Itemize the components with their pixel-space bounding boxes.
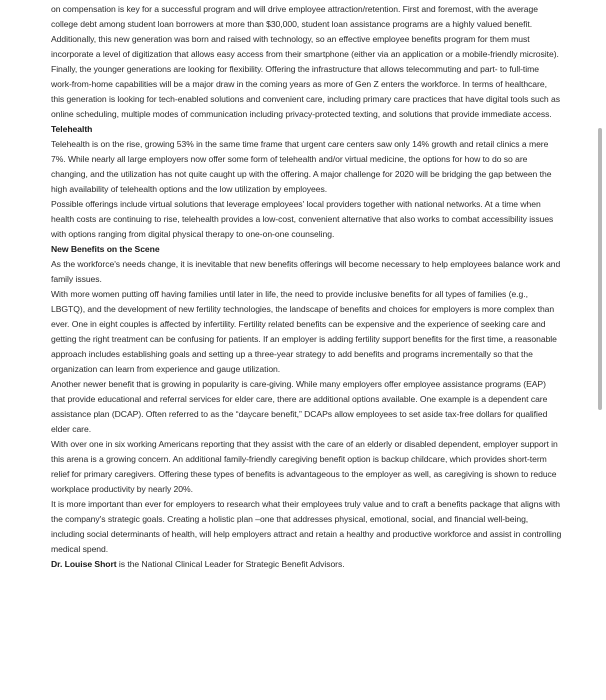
paragraph-compensation: on compensation is key for a successful program and will drive employee attraction/retention. First and foremost, with the average college debt among student loan borrowers at more than $30,000, student loan assistance programs are a highly valued benefit. (51, 4, 538, 29)
paragraph-digitization: Additionally, this new generation was born and raised with technology, so an effective employee benefits program for them must incorporate a level of digitization that allows easy access from their smartphone (either via an application or a mobile-friendly microsite). Finally, the younger generations are looking for flexibility. Offering the infrastructure that allows telecommuting and part- to full-time work-from-home capabilities will be a major draw in the coming years as more of Gen Z enters the workforce. In terms of healthcare, this generation is looking for tech-enabled solutions and convenient care, including primary care practices that have digital tools such as online scheduling, multiple modes of communication including privacy-protected texting, and solutions that provide immediate access. (51, 34, 560, 119)
heading-new-benefits: New Benefits on the Scene (51, 244, 160, 254)
paragraph-fertility: With more women putting off having families until later in life, the need to provide inclusive benefits for all types of families (e.g., LBGTQ), and the development of new fertility technologies, the landscape of benefits and choices for employers is more complex than ever. One in eight couples is affected by infertility. Fertility related benefits can be expensive and the experience of seeking care and getting the right treatment can be confusing for patients. If an employer is adding fertility support benefits for the first time, a reasonable approach includes establishing goals and setting up a three-year strategy to add benefits and programs incrementally so that the organization can learn from experience and gauge utilization. (51, 289, 557, 374)
author-signature (51, 557, 562, 572)
paragraph-caregiving: Another newer benefit that is growing in popularity is care-giving. While many employers offer employee assistance programs (EAP) that provide educational and referral services for elder care, there are additional options available. One example is a dependent care assistance plan (DCAP). Often referred to as the “daycare benefit,” DCAPs allow employees to set aside tax-free dollars for qualified elder care. (51, 379, 548, 434)
paragraph-caregivers-support: With over one in six working Americans reporting that they assist with the care of an elderly or disabled dependent, employer support in this arena is a growing concern. An additional family-friendly caregiving benefit option is backup childcare, which provides short-term relief for primary caregivers. Offering these types of benefits is advantageous to the employer as well, as caregiving is shown to reduce workplace productivity by nearly 20%. (51, 439, 558, 494)
paragraph-telehealth-offerings: Possible offerings include virtual solutions that leverage employees' local providers together with national networks. At a time when health costs are continuing to rise, telehealth provides a low-cost, convenient alternative that also works to combat accessibility issues with options ranging from digital physical therapy to one-on-one counseling. (51, 199, 554, 239)
paragraph-holistic-plan: It is more important than ever for employers to research what their employees truly value and to craft a benefits package that aligns with the company's strategic goals. Creating a holistic plan –one that addresses physical, emotional, social, and financial well-being, including social determinants of health, will help employers attract and retain a healthy and productive workforce and assist in controlling medical spend. (51, 499, 562, 554)
heading-telehealth: Telehealth (51, 124, 93, 134)
vertical-scrollbar[interactable] (598, 128, 602, 410)
author-title: is the National Clinical Leader for Strategic Benefit Advisors. (116, 559, 345, 569)
paragraph-workforce-needs: As the workforce's needs change, it is inevitable that new benefits offerings will become necessary to help employees balance work and family issues. (51, 259, 561, 284)
paragraph-telehealth-rise: Telehealth is on the rise, growing 53% in the same time frame that urgent care centers saw only 14% growth and retail clinics a mere 7%. While nearly all large employers now offer some form of telehealth and/or virtual medicine, the options for how to do so are changing, and the utilization has not quite caught up with the offering. A major challenge for 2020 will be bridging the gap between the high availability of telehealth options and the low utilization by employees. (51, 139, 552, 194)
author-name: Dr. Louise Short (51, 559, 117, 569)
